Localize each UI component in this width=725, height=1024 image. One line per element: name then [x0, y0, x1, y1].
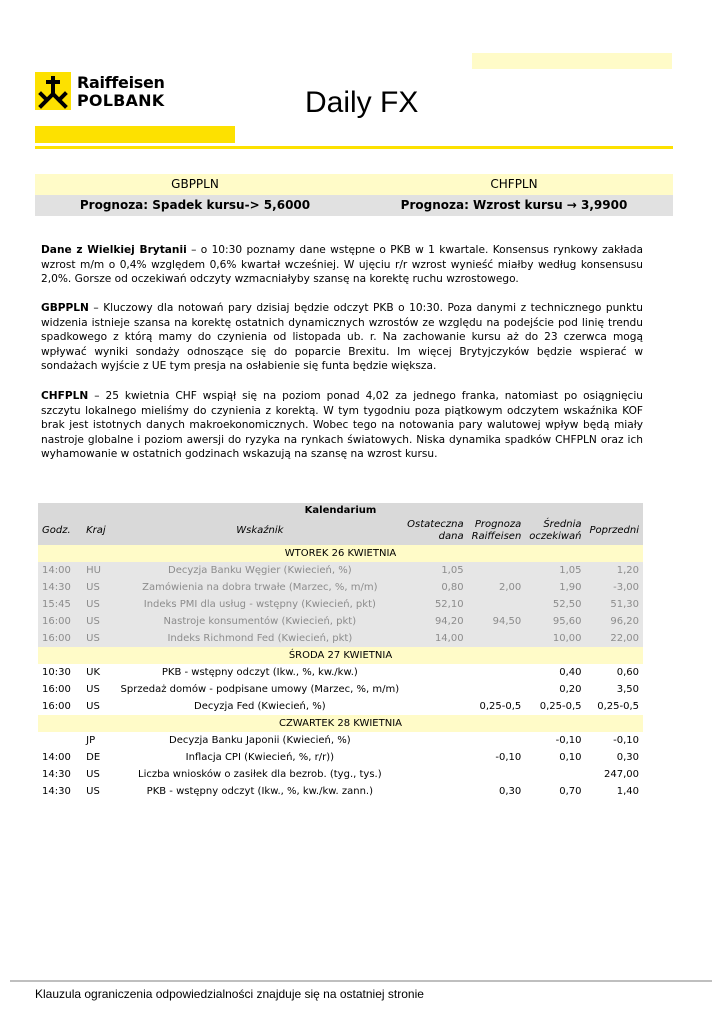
calendar-table: [38, 503, 643, 800]
event-time: [38, 732, 82, 749]
forecast-right-value: Prognoza: Wzrost kursu → 3,9900: [400, 198, 628, 212]
paragraph-chfpln: [41, 389, 643, 462]
event-average: 0,70: [525, 783, 585, 800]
event-final: [403, 664, 467, 681]
calendar-day-label: WTOREK 26 KWIETNIA: [38, 545, 643, 562]
raiffeisen-logo: [35, 72, 165, 112]
calendar-event-row: [38, 749, 643, 766]
calendar-event-row: [38, 613, 643, 630]
calendar-event-row: [38, 681, 643, 698]
event-forecast: 0,25-0,5: [468, 698, 526, 715]
event-time: 16:00: [38, 630, 82, 647]
event-country: JP: [82, 732, 116, 749]
gable-cross-icon: [35, 72, 71, 110]
event-previous: 51,30: [586, 596, 643, 613]
calendar-day-row: [38, 545, 643, 562]
event-average: 95,60: [525, 613, 585, 630]
event-time: 14:00: [38, 562, 82, 579]
event-final: 94,20: [403, 613, 467, 630]
event-previous: -3,00: [586, 579, 643, 596]
event-forecast: [468, 766, 526, 783]
event-indicator: Decyzja Fed (Kwiecień, %): [117, 698, 404, 715]
event-time: 16:00: [38, 613, 82, 630]
forecast-pairs-row: [35, 174, 673, 195]
event-previous: -0,10: [586, 732, 643, 749]
event-country: US: [82, 579, 116, 596]
event-time: 14:00: [38, 749, 82, 766]
event-indicator: Decyzja Banku Japonii (Kwiecień, %): [117, 732, 404, 749]
event-final: 1,05: [403, 562, 467, 579]
forecast-right-pair: CHFPLN: [490, 177, 538, 191]
event-previous: 247,00: [586, 766, 643, 783]
event-country: US: [82, 613, 116, 630]
event-indicator: Inflacja CPI (Kwiecień, %, r/r)): [117, 749, 404, 766]
event-previous: 22,00: [586, 630, 643, 647]
calendar-day-label: ŚRODA 27 KWIETNIA: [38, 647, 643, 664]
calendar-title-row: [38, 503, 643, 517]
calendar-day-row: [38, 647, 643, 664]
event-previous: 0,25-0,5: [586, 698, 643, 715]
event-final: 52,10: [403, 596, 467, 613]
event-time: 15:45: [38, 596, 82, 613]
event-country: US: [82, 698, 116, 715]
col-average-header: Średnia oczekiwań: [525, 517, 585, 545]
event-final: 14,00: [403, 630, 467, 647]
paragraph-text: – 25 kwietnia CHF wspiął się na poziom ponad 4,02 za jednego franka, natomiast po osiągnięciu szczytu lokalnego mieliśmy do czynienia z korektą. W tym tygodniu poza piątkowym odczytem wskaźnika KOF brak jest istotnych danych makroekonomicznych. Wobec tego na notowania pary walutowej wpływ będą miały nastroje globalne i poziom awersji do ryzyka na rynkach światowych. Niska dynamika spadków CHFPLN oraz ich wyhamowanie w ostatnich godzinach wskazują na szansę na wzrost kursu.: [41, 390, 643, 461]
event-time: 10:30: [38, 664, 82, 681]
event-previous: 3,50: [586, 681, 643, 698]
event-time: 16:00: [38, 681, 82, 698]
event-country: HU: [82, 562, 116, 579]
col-time-header: Godz.: [38, 517, 82, 545]
footer-disclaimer: Klauzula ograniczenia odpowiedzialności znajduje się na ostatniej stronie: [35, 987, 424, 1001]
col-forecast-header: Prognoza Raiffeisen: [468, 517, 526, 545]
event-average: 10,00: [525, 630, 585, 647]
event-time: 16:00: [38, 698, 82, 715]
calendar-event-row: [38, 562, 643, 579]
event-average: 0,20: [525, 681, 585, 698]
forecast-left-value: Prognoza: Spadek kursu-> 5,6000: [79, 198, 311, 212]
event-final: [403, 698, 467, 715]
event-country: US: [82, 596, 116, 613]
footer-divider: [10, 980, 712, 982]
brand-line1: Raiffeisen: [77, 73, 165, 92]
event-forecast: [468, 630, 526, 647]
event-country: US: [82, 766, 116, 783]
event-country: US: [82, 681, 116, 698]
calendar-title: Kalendarium: [38, 503, 643, 517]
paragraph-text: – o 10:30 poznamy dane wstępne o PKB w 1 kwartale. Konsensus rynkowy zakłada wzrost m/m o 0,4% względem 0,6% kwartał wcześniej. W ujęciu r/r wzrost wynieść miałby według konsensusu 2,0%. Gorsze od oczekiwań odczyty wzmacniałyby szansę na korektę ruchu wzrostowego.: [41, 244, 643, 286]
calendar-header-row: [38, 517, 643, 545]
event-average: -0,10: [525, 732, 585, 749]
event-indicator: Zamówienia na dobra trwałe (Marzec, %, m/m): [117, 579, 404, 596]
event-forecast: -0,10: [468, 749, 526, 766]
event-indicator: Liczba wniosków o zasiłek dla bezrob. (tyg., tys.): [117, 766, 404, 783]
calendar-day-row: [38, 715, 643, 732]
calendar-event-row: [38, 698, 643, 715]
event-final: [403, 732, 467, 749]
event-previous: 1,20: [586, 562, 643, 579]
event-country: US: [82, 783, 116, 800]
event-forecast: 0,30: [468, 783, 526, 800]
event-final: [403, 749, 467, 766]
brand-line2: POLBANK: [77, 91, 165, 110]
event-time: 14:30: [38, 579, 82, 596]
event-time: 14:30: [38, 766, 82, 783]
event-indicator: Indeks PMI dla usług - wstępny (Kwiecień, pkt): [117, 596, 404, 613]
event-previous: 96,20: [586, 613, 643, 630]
calendar-event-row: [38, 596, 643, 613]
event-previous: 0,60: [586, 664, 643, 681]
col-previous-header: Poprzedni: [586, 517, 643, 545]
event-final: [403, 783, 467, 800]
event-country: UK: [82, 664, 116, 681]
event-average: 0,10: [525, 749, 585, 766]
calendar-event-row: [38, 766, 643, 783]
event-forecast: 2,00: [468, 579, 526, 596]
event-average: 1,90: [525, 579, 585, 596]
event-forecast: [468, 681, 526, 698]
forecast-left-pair: GBPPLN: [171, 177, 219, 191]
event-indicator: Decyzja Banku Węgier (Kwiecień, %): [117, 562, 404, 579]
header-divider: [35, 146, 673, 149]
event-country: DE: [82, 749, 116, 766]
calendar-event-row: [38, 630, 643, 647]
event-country: US: [82, 630, 116, 647]
calendar-event-row: [38, 783, 643, 800]
event-indicator: Indeks Richmond Fed (Kwiecień, pkt): [117, 630, 404, 647]
calendar-event-row: [38, 664, 643, 681]
event-indicator: Sprzedaż domów - podpisane umowy (Marzec, %, m/m): [117, 681, 404, 698]
paragraph-lead: Dane z Wielkiej Brytanii: [41, 244, 187, 256]
paragraph-lead: GBPPLN: [41, 302, 89, 314]
event-final: [403, 766, 467, 783]
event-average: 52,50: [525, 596, 585, 613]
event-forecast: [468, 732, 526, 749]
event-previous: 1,40: [586, 783, 643, 800]
calendar-day-label: CZWARTEK 28 KWIETNIA: [38, 715, 643, 732]
event-previous: 0,30: [586, 749, 643, 766]
event-time: 14:30: [38, 783, 82, 800]
event-forecast: [468, 596, 526, 613]
page-title: Daily FX: [305, 86, 419, 119]
event-average: 1,05: [525, 562, 585, 579]
paragraph-gbppln: [41, 301, 643, 374]
event-final: 0,80: [403, 579, 467, 596]
header-yellow-block: [35, 126, 235, 143]
event-forecast: 94,50: [468, 613, 526, 630]
paragraph-text: – Kluczowy dla notowań pary dzisiaj będzie odczyt PKB o 10:30. Poza danymi z technicznego punktu widzenia istnieje szansa na korektę ostatnich dynamicznych wzrostów ze względu na podejście pod linię trendu spadkowego z którą mamy do czynienia od listopada ub. r. Na zachowanie kursu aż do 23 czerwca mogą wpływać wyniki sondaży odnoszące się do poparcie Brexitu. Im więcej Brytyjczyków będzie wspierać w sondażach wyjście z UE tym presja na osłabienie się funta będzie większa.: [41, 302, 643, 373]
event-average: 0,40: [525, 664, 585, 681]
event-final: [403, 681, 467, 698]
event-forecast: [468, 562, 526, 579]
event-indicator: Nastroje konsumentów (Kwiecień, pkt): [117, 613, 404, 630]
event-indicator: PKB - wstępny odczyt (Ikw., %, kw./kw.): [117, 664, 404, 681]
col-indicator-header: Wskaźnik: [117, 517, 404, 545]
calendar-event-row: [38, 732, 643, 749]
paragraph-uk-data: [41, 243, 643, 287]
calendar-event-row: [38, 579, 643, 596]
header-accent-bar: [472, 53, 672, 69]
event-average: [525, 766, 585, 783]
col-country-header: Kraj: [82, 517, 116, 545]
event-average: 0,25-0,5: [525, 698, 585, 715]
paragraph-lead: CHFPLN: [41, 390, 89, 402]
col-final-header: Ostateczna dana: [403, 517, 467, 545]
forecast-values-row: [35, 195, 673, 216]
event-indicator: PKB - wstępny odczyt (Ikw., %, kw./kw. zann.): [117, 783, 404, 800]
event-forecast: [468, 664, 526, 681]
